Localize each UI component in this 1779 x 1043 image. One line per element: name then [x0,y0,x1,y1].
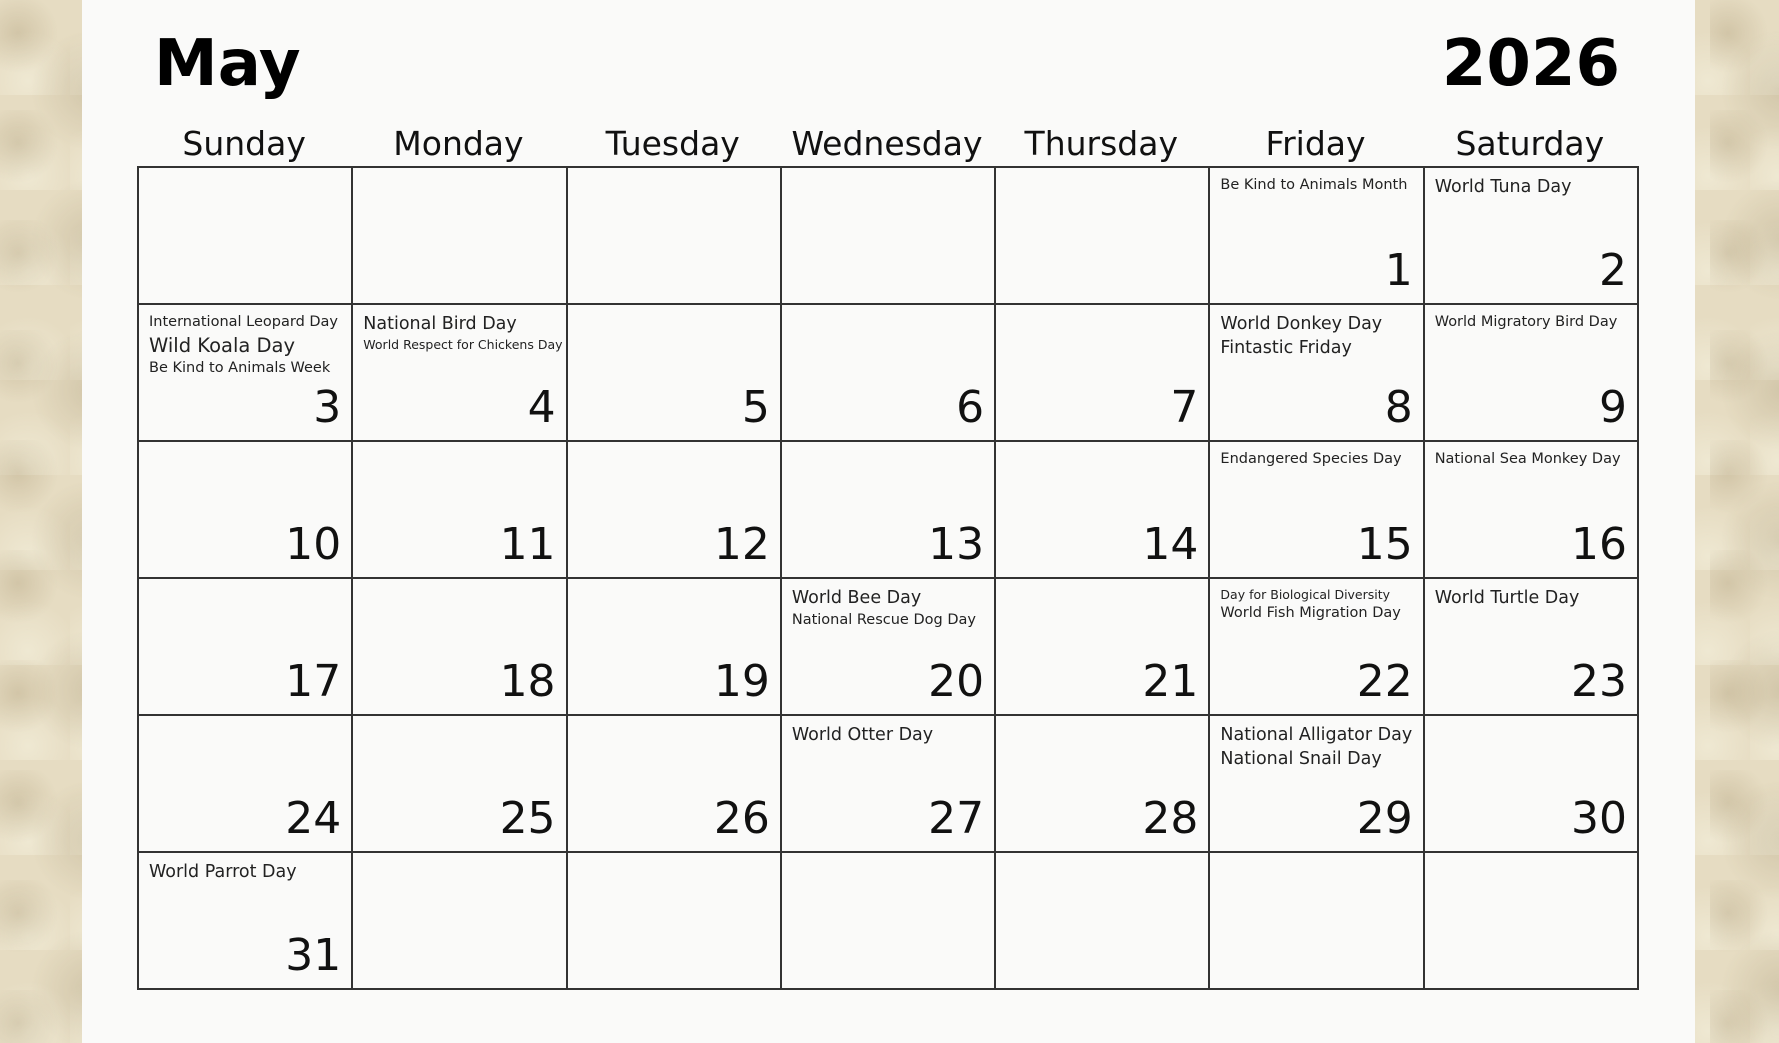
calendar-grid [137,166,1639,990]
day-number: 9 [1599,382,1627,433]
calendar-day-cell [1210,305,1424,442]
event-label: Endangered Species Day [1220,451,1402,467]
event-label: World Turtle Day [1434,588,1580,608]
calendar-day-cell [568,305,782,442]
day-number: 20 [928,656,985,707]
calendar-day-cell [139,168,353,305]
day-events [792,724,988,748]
day-events [1435,176,1631,200]
day-number: 4 [527,382,556,433]
event-label: International Leopard Day [149,314,339,330]
day-events [1220,587,1416,623]
weekday-header-row [137,120,1637,168]
calendar-day-cell [353,442,567,579]
day-number: 30 [1571,793,1627,844]
day-events [1435,587,1631,611]
day-events [1435,450,1631,470]
event-label: Fintastic Friday [1220,337,1352,358]
event-label: World Otter Day [791,725,934,745]
event-label: World Respect for Chickens Day [363,336,563,352]
day-events [1220,176,1416,196]
calendar-day-cell [996,442,1210,579]
month-title: May [154,27,301,101]
day-number: 7 [1170,382,1199,433]
day-events [1435,313,1631,333]
calendar-day-cell [996,853,1210,990]
day-number: 5 [741,382,770,433]
calendar-day-cell [353,853,567,990]
calendar-day-cell [568,168,782,305]
day-number: 25 [499,793,556,844]
calendar-day-cell [1425,442,1639,579]
calendar-day-cell [1210,853,1424,990]
calendar-day-cell [353,168,567,305]
day-number: 29 [1356,793,1413,844]
calendar-day-cell [782,168,996,305]
day-number: 1 [1384,245,1413,296]
event-label: National Snail Day [1220,748,1382,769]
day-events [149,313,345,378]
calendar-day-cell [139,579,353,716]
event-label: National Alligator Day [1220,725,1413,745]
event-label: World Donkey Day [1220,314,1383,334]
day-number: 27 [928,793,985,844]
event-label: World Tuna Day [1434,177,1572,197]
day-number: 31 [285,930,342,981]
weekday-wednesday: Wednesday [791,124,983,163]
calendar-day-cell [139,305,353,442]
calendar-day-cell [996,716,1210,853]
calendar-day-cell [353,579,567,716]
day-events [1220,450,1416,470]
event-label: Be Kind to Animals Month [1220,177,1408,193]
calendar-day-cell [139,716,353,853]
day-number: 11 [499,519,556,570]
calendar-day-cell [782,305,996,442]
calendar-day-cell [782,716,996,853]
calendar-day-cell [996,305,1210,442]
event-label: Wild Koala Day [149,333,296,357]
calendar-day-cell [139,442,353,579]
calendar-day-cell [1425,168,1639,305]
day-number: 21 [1142,656,1199,707]
day-events [1220,313,1416,360]
calendar-day-cell [782,853,996,990]
weekday-tuesday: Tuesday [605,124,740,163]
calendar-day-cell [139,853,353,990]
calendar-day-cell [782,579,996,716]
day-number: 28 [1142,793,1199,844]
day-number: 2 [1599,245,1627,296]
day-events [149,861,345,885]
event-label: World Migratory Bird Day [1434,314,1618,330]
weekday-friday: Friday [1265,124,1366,163]
day-number: 8 [1384,382,1413,433]
day-number: 10 [285,519,342,570]
calendar-day-cell [568,579,782,716]
calendar-day-cell [782,442,996,579]
day-number: 12 [713,519,770,570]
calendar-day-cell [1210,579,1424,716]
calendar-day-cell [353,305,567,442]
calendar-day-cell [1210,716,1424,853]
day-number: 14 [1142,519,1199,570]
event-label: Be Kind to Animals Week [149,359,331,376]
calendar-day-cell [1210,168,1424,305]
event-label: World Parrot Day [149,862,297,882]
calendar-day-cell [1425,305,1639,442]
day-number: 16 [1571,519,1627,570]
event-label: World Fish Migration Day [1220,604,1401,621]
day-number: 22 [1356,656,1413,707]
day-number: 6 [956,382,985,433]
day-number: 26 [713,793,770,844]
day-number: 18 [499,656,556,707]
calendar-day-cell [1425,579,1639,716]
day-number: 3 [313,382,342,433]
event-label: National Bird Day [363,314,517,334]
calendar-day-cell [996,168,1210,305]
calendar-day-cell [353,716,567,853]
day-events [363,313,563,354]
day-number: 17 [285,656,342,707]
calendar-page [82,0,1695,1043]
weekday-thursday: Thursday [1024,124,1178,163]
weekday-monday: Monday [393,124,524,163]
weekday-saturday: Saturday [1455,124,1605,163]
calendar-day-cell [1425,853,1639,990]
day-number: 19 [713,656,770,707]
day-events [1220,724,1416,771]
day-number: 23 [1571,656,1627,707]
event-label: National Rescue Dog Day [791,611,976,628]
day-number: 24 [285,793,342,844]
calendar-day-cell [1210,442,1424,579]
year-title: 2026 [1441,27,1620,101]
day-number: 13 [928,519,985,570]
calendar-day-cell [996,579,1210,716]
event-label: World Bee Day [791,588,922,608]
weekday-sunday: Sunday [182,124,306,163]
calendar-day-cell [568,716,782,853]
event-label: National Sea Monkey Day [1434,451,1621,467]
day-events [792,587,988,630]
calendar-day-cell [1425,716,1639,853]
day-number: 15 [1356,519,1413,570]
calendar-day-cell [568,442,782,579]
calendar-day-cell [568,853,782,990]
event-label: Day for Biological Diversity [1220,587,1391,602]
